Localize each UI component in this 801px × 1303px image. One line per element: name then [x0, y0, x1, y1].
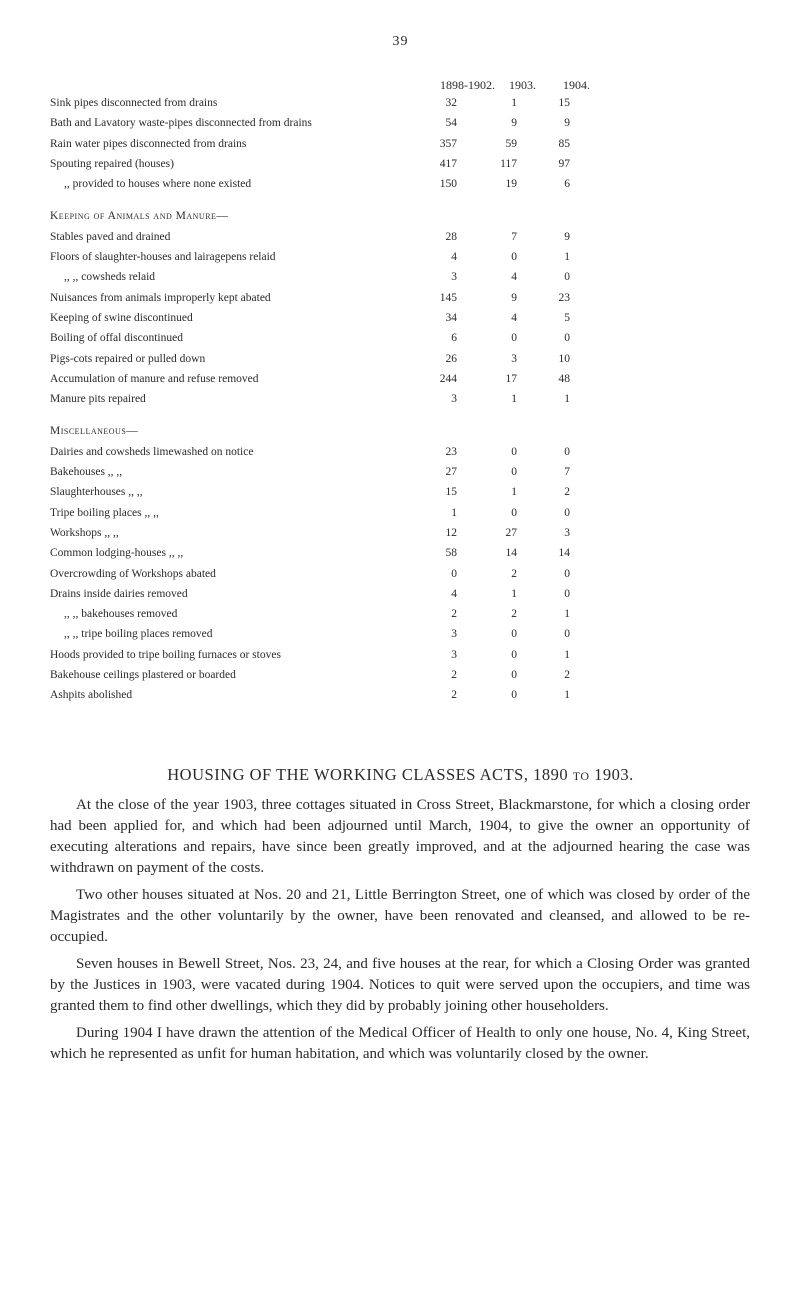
row-value: 2	[451, 608, 457, 621]
row-value: 14	[505, 547, 517, 560]
row-value: 12	[445, 526, 457, 539]
row-value: 0	[511, 445, 517, 458]
row-value: 23	[558, 291, 570, 304]
row-value: 0	[451, 567, 457, 580]
statistics-table	[0, 97, 801, 710]
row-value: 23	[445, 445, 457, 458]
heading-end: 1903.	[594, 765, 634, 784]
table-row	[0, 178, 801, 198]
row-value: 1	[564, 689, 570, 702]
table-row	[0, 332, 801, 352]
row-value: 28	[445, 230, 457, 243]
table-row	[0, 628, 801, 648]
table-row	[0, 669, 801, 689]
section-gap	[0, 198, 801, 210]
row-value: 58	[445, 547, 457, 560]
row-value: 0	[511, 506, 517, 519]
paragraph-4: During 1904 I have drawn the attention of the Medical Officer of Health to only one house, No. 4, King Street, which he represented as unfit for human habitation, and which was voluntarily closed by the owner.	[50, 1025, 750, 1062]
row-value: 2	[564, 486, 570, 499]
row-value: 1	[564, 648, 570, 661]
row-label: Bakehouse ceilings plastered or boarded	[50, 669, 236, 682]
row-value: 3	[511, 352, 517, 365]
table-row	[0, 689, 801, 709]
table-row	[0, 568, 801, 588]
row-value: 2	[451, 689, 457, 702]
row-label: Manure pits repaired	[50, 393, 146, 406]
row-value: 145	[439, 291, 457, 304]
table-row	[0, 486, 801, 506]
table-row	[0, 547, 801, 567]
table-row	[0, 608, 801, 628]
row-value: 2	[511, 567, 517, 580]
row-value: 9	[511, 291, 517, 304]
table-row	[0, 117, 801, 137]
row-value: 1	[564, 251, 570, 264]
row-label: Nuisances from animals improperly kept abated	[50, 291, 271, 304]
section-title	[0, 210, 801, 230]
row-value: 0	[564, 445, 570, 458]
row-value: 26	[445, 352, 457, 365]
row-value: 0	[511, 669, 517, 682]
row-label: ,, ,, cowsheds relaid	[64, 271, 156, 284]
row-value: 7	[564, 466, 570, 479]
row-value: 1	[564, 608, 570, 621]
row-label: Floors of slaughter-houses and lairagepens relaid	[50, 251, 276, 264]
row-label: Spouting repaired (houses)	[50, 157, 174, 170]
row-label: Pigs-cots repaired or pulled down	[50, 352, 206, 365]
row-label: Bakehouses ,, ,,	[50, 466, 123, 479]
row-value: 3	[451, 271, 457, 284]
row-label: ,, ,, bakehouses removed	[64, 608, 178, 621]
row-value: 7	[511, 230, 517, 243]
row-value: 54	[445, 117, 457, 130]
section-title-text: Keeping of Animals and Manure—	[50, 210, 229, 223]
row-value: 0	[564, 332, 570, 345]
section-title-label	[50, 425, 138, 437]
row-value: 1	[511, 486, 517, 499]
row-label: ,, ,, tripe boiling places removed	[64, 628, 213, 641]
row-label: Hoods provided to tripe boiling furnaces or stoves	[50, 648, 281, 661]
row-value: 27	[505, 526, 517, 539]
row-value: 2	[564, 669, 570, 682]
row-value: 0	[511, 689, 517, 702]
column-header-1898-1902: 1898-1902.	[440, 78, 495, 92]
row-label: Rain water pipes disconnected from drains	[50, 137, 247, 150]
body-text	[50, 795, 750, 1071]
row-value: 0	[564, 587, 570, 600]
page-number: 39	[392, 34, 409, 49]
row-value: 9	[511, 117, 517, 130]
row-value: 27	[445, 466, 457, 479]
table-row	[0, 446, 801, 466]
column-header-1904: 1904.	[563, 78, 590, 92]
row-value: 32	[445, 97, 457, 109]
row-value: 6	[564, 178, 570, 191]
row-value: 4	[451, 587, 457, 600]
table-row	[0, 649, 801, 669]
section-title-text: Miscellaneous—	[50, 425, 139, 438]
row-label: Keeping of swine discontinued	[50, 311, 193, 324]
row-value: 0	[564, 506, 570, 519]
section-heading	[0, 765, 801, 785]
table-row	[0, 292, 801, 312]
row-value: 2	[451, 669, 457, 682]
row-label: Boiling of offal discontinued	[50, 332, 183, 345]
row-label: Dairies and cowsheds limewashed on notice	[50, 445, 254, 458]
row-value: 14	[558, 547, 570, 560]
row-value: 97	[558, 157, 570, 170]
row-value: 0	[564, 567, 570, 580]
column-header-1903: 1903.	[509, 78, 536, 92]
row-value: 0	[511, 466, 517, 479]
row-value: 19	[505, 178, 517, 191]
row-label: Accumulation of manure and refuse removed	[50, 372, 259, 385]
row-value: 1	[451, 506, 457, 519]
row-value: 3	[564, 526, 570, 539]
row-label: Sink pipes disconnected from drains	[50, 97, 218, 109]
row-value: 17	[505, 372, 517, 385]
row-value: 0	[511, 332, 517, 345]
column-headers	[0, 78, 801, 94]
row-value: 4	[511, 271, 517, 284]
row-label: Ashpits abolished	[50, 689, 133, 702]
row-label: Slaughterhouses ,, ,,	[50, 486, 143, 499]
row-label: Common lodging-houses ,, ,,	[50, 547, 184, 560]
row-value: 1	[511, 393, 517, 406]
row-value: 0	[564, 271, 570, 284]
row-value: 2	[511, 608, 517, 621]
row-value: 15	[445, 486, 457, 499]
row-value: 417	[439, 157, 457, 170]
table-row	[0, 312, 801, 332]
row-label: Overcrowding of Workshops abated	[50, 567, 216, 580]
row-value: 6	[451, 332, 457, 345]
row-value: 3	[451, 648, 457, 661]
row-value: 1	[511, 587, 517, 600]
table-row	[0, 353, 801, 373]
paragraph-1: At the close of the year 1903, three cottages situated in Cross Street, Blackmarstone, for which a closing order had been applied for, and which had been adjourned until March, 1904, to give the owner an opportunity of executing alterations and repairs, have since been greatly improved, and at the adjourned hearing the case was withdrawn on payment of the costs.	[50, 797, 750, 876]
row-value: 0	[511, 628, 517, 641]
section-gap	[0, 413, 801, 425]
row-value: 150	[439, 178, 457, 191]
row-value: 1	[511, 97, 517, 109]
row-label: ,, provided to houses where none existed	[64, 178, 252, 191]
row-value: 9	[564, 117, 570, 130]
row-value: 5	[564, 311, 570, 324]
row-value: 0	[511, 251, 517, 264]
row-value: 0	[511, 648, 517, 661]
table-row	[0, 393, 801, 413]
row-value: 4	[511, 311, 517, 324]
paragraph-2: Two other houses situated at Nos. 20 and 21, Little Berrington Street, one of which was closed by order of the Magistrates and the other voluntarily by the owner, have been renovated and cleansed, and allowed to be re-occupied.	[50, 887, 750, 945]
table-row	[0, 527, 801, 547]
table-row	[0, 588, 801, 608]
table-row	[0, 251, 801, 271]
table-row	[0, 231, 801, 251]
row-label: Tripe boiling places ,, ,,	[50, 506, 159, 519]
row-value: 34	[445, 311, 457, 324]
row-value: 15	[558, 97, 570, 109]
row-value: 3	[451, 628, 457, 641]
table-row	[0, 271, 801, 291]
heading-to: TO	[572, 769, 590, 783]
paragraph-3: Seven houses in Bewell Street, Nos. 23, 24, and five houses at the rear, for which a Closing Order was granted by the Justices in 1903, were vacated during 1904. Notices to quit were served upon the occupiers, and time was granted them to find other dwellings, which they did by probably joining other householders.	[50, 956, 750, 1014]
heading-main: HOUSING OF THE WORKING CLASSES ACTS, 1890	[167, 765, 569, 784]
row-value: 9	[564, 230, 570, 243]
row-value: 244	[439, 372, 457, 385]
row-value: 85	[558, 137, 570, 150]
row-value: 59	[505, 137, 517, 150]
table-row	[0, 97, 801, 117]
row-value: 48	[558, 372, 570, 385]
table-row	[0, 507, 801, 527]
row-label: Drains inside dairies removed	[50, 587, 188, 600]
row-label: Stables paved and drained	[50, 230, 171, 243]
row-value: 1	[564, 393, 570, 406]
row-label: Workshops ,, ,,	[50, 526, 119, 539]
row-value: 4	[451, 251, 457, 264]
row-value: 117	[500, 157, 517, 170]
table-row	[0, 138, 801, 158]
row-value: 0	[564, 628, 570, 641]
row-value: 3	[451, 393, 457, 406]
row-value: 357	[439, 137, 457, 150]
section-title	[0, 425, 801, 445]
row-value: 10	[558, 352, 570, 365]
table-row	[0, 158, 801, 178]
row-label: Bath and Lavatory waste-pipes disconnected from drains	[50, 117, 312, 130]
table-row	[0, 466, 801, 486]
table-row	[0, 373, 801, 393]
section-title-label	[50, 210, 228, 222]
